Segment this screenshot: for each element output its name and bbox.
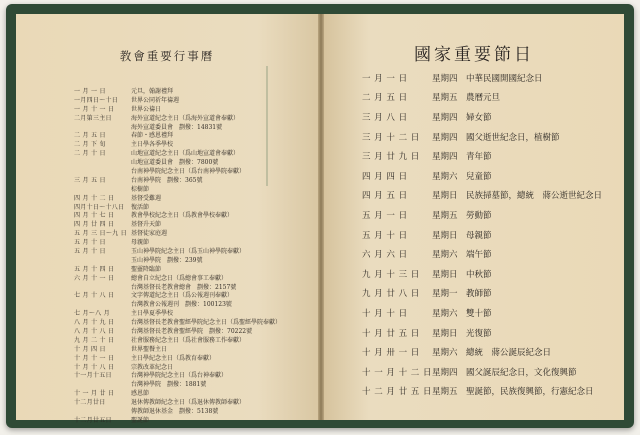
church-calendar-event: 主日學紀念主日（爲教育奉獻） [131, 354, 216, 362]
church-calendar-date: 四 月 廿 四 日 [74, 221, 115, 229]
church-calendar-row [74, 273, 310, 282]
holiday-weekday: 星期四 [432, 73, 458, 84]
holiday-date: 十 月 十 日 [362, 308, 408, 319]
church-calendar-row [74, 95, 310, 104]
holiday-date: 五 月 十 日 [362, 230, 408, 241]
church-calendar-row [74, 290, 310, 299]
book-cover [6, 4, 634, 428]
holiday-date: 三 月 廿 九 日 [362, 152, 420, 163]
holiday-name: 青年節 [466, 152, 492, 163]
church-calendar-event: 基督徒家庭週 [131, 230, 168, 238]
church-calendar-row [74, 406, 310, 415]
church-calendar-event: 文字傳道紀念主日（爲公報週刊奉獻） [131, 292, 234, 300]
church-calendar-row [74, 202, 310, 211]
holiday-row [362, 264, 612, 284]
holiday-weekday: 星期六 [432, 348, 458, 359]
national-holidays-title: 國家重要節日 [414, 45, 534, 65]
church-calendar-event: 基督升天節 [131, 221, 162, 229]
holiday-row [362, 342, 612, 362]
church-calendar-date: 十 月 十 八 日 [74, 363, 115, 371]
church-calendar-row [74, 344, 310, 353]
holiday-row [362, 225, 612, 245]
holiday-date: 十 月 廿 五 日 [362, 328, 420, 339]
church-calendar-row [74, 353, 310, 362]
holiday-weekday: 星期日 [432, 191, 458, 202]
church-calendar-event: 聖靈降臨節 [131, 265, 162, 273]
holiday-name: 總統 蔣公誕辰紀念日 [466, 348, 552, 359]
holiday-name: 兒童節 [466, 171, 492, 182]
holiday-name: 中華民國開國紀念日 [466, 73, 543, 84]
church-calendar-event: 社會服務紀念主日（爲社會服務工作奉獻） [131, 336, 246, 344]
church-calendar-row [74, 282, 310, 291]
church-calendar-row [74, 219, 310, 228]
holiday-weekday: 星期五 [432, 93, 458, 104]
holiday-row [362, 244, 612, 264]
church-calendar-date: 二 月 下 旬 [74, 141, 106, 149]
church-calendar-row [74, 104, 310, 113]
church-calendar-event: 台灣基督長老教會聖經學院 劃撥：70222號 [131, 328, 253, 335]
church-calendar-event: 山地宣道紀念主日（爲山地宣道會奉獻） [131, 150, 240, 158]
church-calendar-event: 山地宣道委員會 劃撥：7800號 [131, 159, 219, 167]
church-calendar-event: 海外宣道委員會 劃撥：14831號 [131, 123, 223, 131]
church-calendar-row [74, 148, 310, 157]
church-calendar-row [74, 139, 310, 148]
church-calendar-event: 主日學各季學校 [131, 141, 174, 149]
holiday-date: 三 月 八 日 [362, 112, 408, 123]
church-calendar-event: 教會學校紀念主日（爲教會學校奉獻） [131, 212, 234, 220]
holiday-date: 二 月 五 日 [362, 93, 408, 104]
church-calendar-date: 四 月 十 七 日 [74, 212, 115, 220]
church-calendar-date: 六 月 十 一 日 [74, 274, 115, 282]
church-calendar-row [74, 299, 310, 308]
church-calendar-event: 世界聖餐主日 [131, 345, 168, 353]
church-calendar-date: 八 月 十 八 日 [74, 328, 115, 335]
church-calendar-row [74, 388, 310, 397]
church-calendar-date: 五 月 三 日～九 日 [74, 230, 127, 238]
holiday-name: 中秋節 [466, 269, 492, 280]
church-calendar-date: 十 月 四 日 [74, 345, 106, 353]
church-calendar-row [74, 362, 310, 371]
holiday-name: 雙十節 [466, 308, 492, 319]
left-page [16, 14, 318, 424]
holiday-weekday: 星期四 [432, 112, 458, 123]
church-calendar-event: 台灣神學院 劃撥：1881號 [131, 381, 207, 389]
holiday-weekday: 星期五 [432, 387, 458, 398]
holiday-date: 六 月 六 日 [362, 250, 408, 261]
church-calendar-row [74, 264, 310, 273]
church-calendar-row [74, 86, 310, 95]
church-calendar-row [74, 246, 310, 255]
church-calendar-row [74, 317, 310, 326]
church-calendar-row [74, 397, 310, 406]
church-calendar-row [74, 193, 310, 202]
holiday-date: 九 月 十 三 日 [362, 269, 420, 280]
church-calendar-date: 四月十日～十八日 [74, 203, 125, 211]
holiday-row [362, 362, 612, 382]
holiday-date: 一 月 一 日 [362, 73, 408, 84]
holiday-row [362, 88, 612, 108]
church-calendar-event: 台灣基督長老教會總會 劃撥：2157號 [131, 283, 237, 291]
holiday-row [362, 382, 612, 402]
church-calendar-event: 台灣神學院紀念主日（爲台神奉獻） [131, 372, 228, 380]
holiday-date: 十 一 月 十 二 日 [362, 367, 433, 378]
national-holidays-list [362, 68, 612, 401]
church-calendar-title: 教會重要行事曆 [119, 49, 215, 63]
church-calendar-row [74, 184, 310, 193]
holiday-weekday: 星期六 [432, 171, 458, 182]
holiday-name: 國父誕辰紀念日，文化復興節 [466, 367, 577, 378]
holiday-weekday: 星期四 [432, 152, 458, 163]
church-calendar-date: 十一月十五日 [74, 372, 112, 380]
church-calendar-event: 退休傳教師紀念主日（爲退休傳教師奉獻） [131, 399, 246, 407]
church-calendar-row [74, 379, 310, 388]
church-calendar-event: 玉山神學院 劃撥：239號 [131, 256, 203, 264]
church-calendar-row [74, 371, 310, 380]
church-calendar-date: 五 月 十 四 日 [74, 265, 115, 273]
church-calendar-row [74, 122, 310, 131]
church-calendar-event: 母親節 [131, 239, 150, 247]
church-calendar-event: 宗教改革紀念日 [131, 363, 174, 371]
church-calendar-row [74, 175, 310, 184]
holiday-weekday: 星期六 [432, 250, 458, 261]
holiday-date: 三 月 十 二 日 [362, 132, 420, 143]
church-calendar-date: 七 月 十 八 日 [74, 292, 115, 300]
holiday-date: 四 月 五 日 [362, 191, 408, 202]
holiday-date: 九 月 廿 八 日 [362, 289, 420, 300]
church-calendar-date: 一 月 一 日 [74, 87, 106, 95]
holiday-row [362, 284, 612, 304]
church-calendar-date: 十 月 十 一 日 [74, 354, 115, 362]
holiday-row [362, 205, 612, 225]
church-calendar-event: 元旦，翰謝禮拜 [131, 87, 174, 95]
church-calendar-date: 八 月 十 九 日 [74, 319, 115, 327]
holiday-name: 聖誕節，民族復興節，行憲紀念日 [466, 387, 594, 398]
church-calendar-event: 基督受難週 [131, 194, 162, 202]
church-calendar-event: 台灣基督長老教會聖經學院紀念主日（爲聖經學院奉獻） [131, 319, 282, 327]
holiday-name: 民族掃墓節，總統 蔣公逝世紀念日 [466, 191, 603, 202]
church-calendar-event: 總會自立紀念日（爲總會事工奉獻） [131, 274, 228, 282]
holiday-name: 母親節 [466, 230, 492, 241]
church-calendar-row [74, 157, 310, 166]
church-calendar-row [74, 210, 310, 219]
church-calendar-event: 台灣教會公報週刊 劃撥：100123號 [131, 301, 232, 309]
holiday-weekday: 星期一 [432, 289, 458, 300]
holiday-row [362, 107, 612, 127]
holiday-row [362, 303, 612, 323]
church-calendar-date: 一月四日～十日 [74, 96, 119, 104]
church-calendar-row [74, 166, 310, 175]
holiday-name: 光復節 [466, 328, 492, 339]
holiday-weekday: 星期日 [432, 230, 458, 241]
holiday-weekday: 星期日 [432, 328, 458, 339]
church-calendar-event: 傳教師退休基金 劃撥：5138號 [131, 408, 219, 416]
church-calendar-row [74, 113, 310, 122]
holiday-weekday: 星期日 [432, 269, 458, 280]
holiday-name: 農曆元旦 [466, 93, 501, 104]
church-calendar-date: 四 月 十 二 日 [74, 194, 115, 202]
church-calendar-event: 海外宣道紀念主日（爲海外宣道會奉獻） [131, 114, 240, 122]
church-calendar-date: 五 月 十 日 [74, 247, 106, 255]
church-calendar-event: 玉山神學院紀念主日（爲玉山神學院奉獻） [131, 247, 246, 255]
church-calendar-row [74, 130, 310, 139]
church-calendar-date: 十 一 月 廿 日 [74, 390, 115, 398]
church-calendar-date: 五 月 十 日 [74, 239, 106, 247]
holiday-weekday: 星期四 [432, 367, 458, 378]
holiday-row [362, 166, 612, 186]
church-calendar-date: 十二月廿五日 [74, 416, 112, 424]
church-calendar-event: 世界公同祈年禱週 [131, 96, 180, 104]
church-calendar-date: 二 月 十 日 [74, 150, 106, 158]
holiday-weekday: 星期四 [432, 132, 458, 143]
church-calendar-event: 棕樹節 [131, 185, 150, 193]
right-page [324, 14, 624, 420]
holiday-row [362, 323, 612, 343]
church-calendar-event: 台南神學院紀念主日（爲台南神學院奉獻） [131, 167, 246, 175]
holiday-date: 四 月 四 日 [362, 171, 408, 182]
holiday-weekday: 星期六 [432, 308, 458, 319]
holiday-date: 十 二 月 廿 五 日 [362, 387, 433, 398]
church-calendar-date: 九 月 二 十 日 [74, 336, 115, 344]
church-calendar-event: 感恩節 [131, 390, 150, 398]
church-calendar-event: 聖誕節 [131, 416, 150, 424]
church-calendar-list [74, 86, 310, 424]
church-calendar-event: 主日學夏季學校 [131, 310, 174, 318]
church-calendar-date: 二 月 五 日 [74, 132, 106, 140]
holiday-row [362, 68, 612, 88]
holiday-name: 端午節 [466, 250, 492, 261]
church-calendar-row [74, 335, 310, 344]
holiday-name: 勞動節 [466, 210, 492, 221]
holiday-row [362, 127, 612, 147]
holiday-row [362, 186, 612, 206]
holiday-name: 婦女節 [466, 112, 492, 123]
church-calendar-date: 二月第三主日 [74, 114, 112, 122]
church-calendar-date: 七 月～八 月 [74, 310, 110, 318]
holiday-name: 教師節 [466, 289, 492, 300]
church-calendar-row [74, 237, 310, 246]
church-calendar-row [74, 308, 310, 317]
holiday-row [362, 146, 612, 166]
holiday-weekday: 星期五 [432, 210, 458, 221]
church-calendar-row [74, 326, 310, 335]
church-calendar-date: 一 月 十 一 日 [74, 105, 115, 113]
church-calendar-event: 世界公禱日 [131, 105, 162, 113]
church-calendar-row [74, 255, 310, 264]
church-calendar-event: 台南神學院 劃撥：365號 [131, 176, 203, 184]
church-calendar-date: 十二月廿日 [74, 399, 106, 407]
holiday-date: 十 月 卅 一 日 [362, 348, 420, 359]
church-calendar-row [74, 228, 310, 237]
church-calendar-row [74, 415, 310, 424]
church-calendar-date: 三 月 五 日 [74, 176, 106, 184]
church-calendar-event: 春節・感恩禮拜 [131, 132, 174, 140]
church-calendar-event: 復活節 [131, 203, 150, 211]
holiday-date: 五 月 一 日 [362, 210, 408, 221]
holiday-name: 國父逝世紀念日，植樹節 [466, 132, 560, 143]
